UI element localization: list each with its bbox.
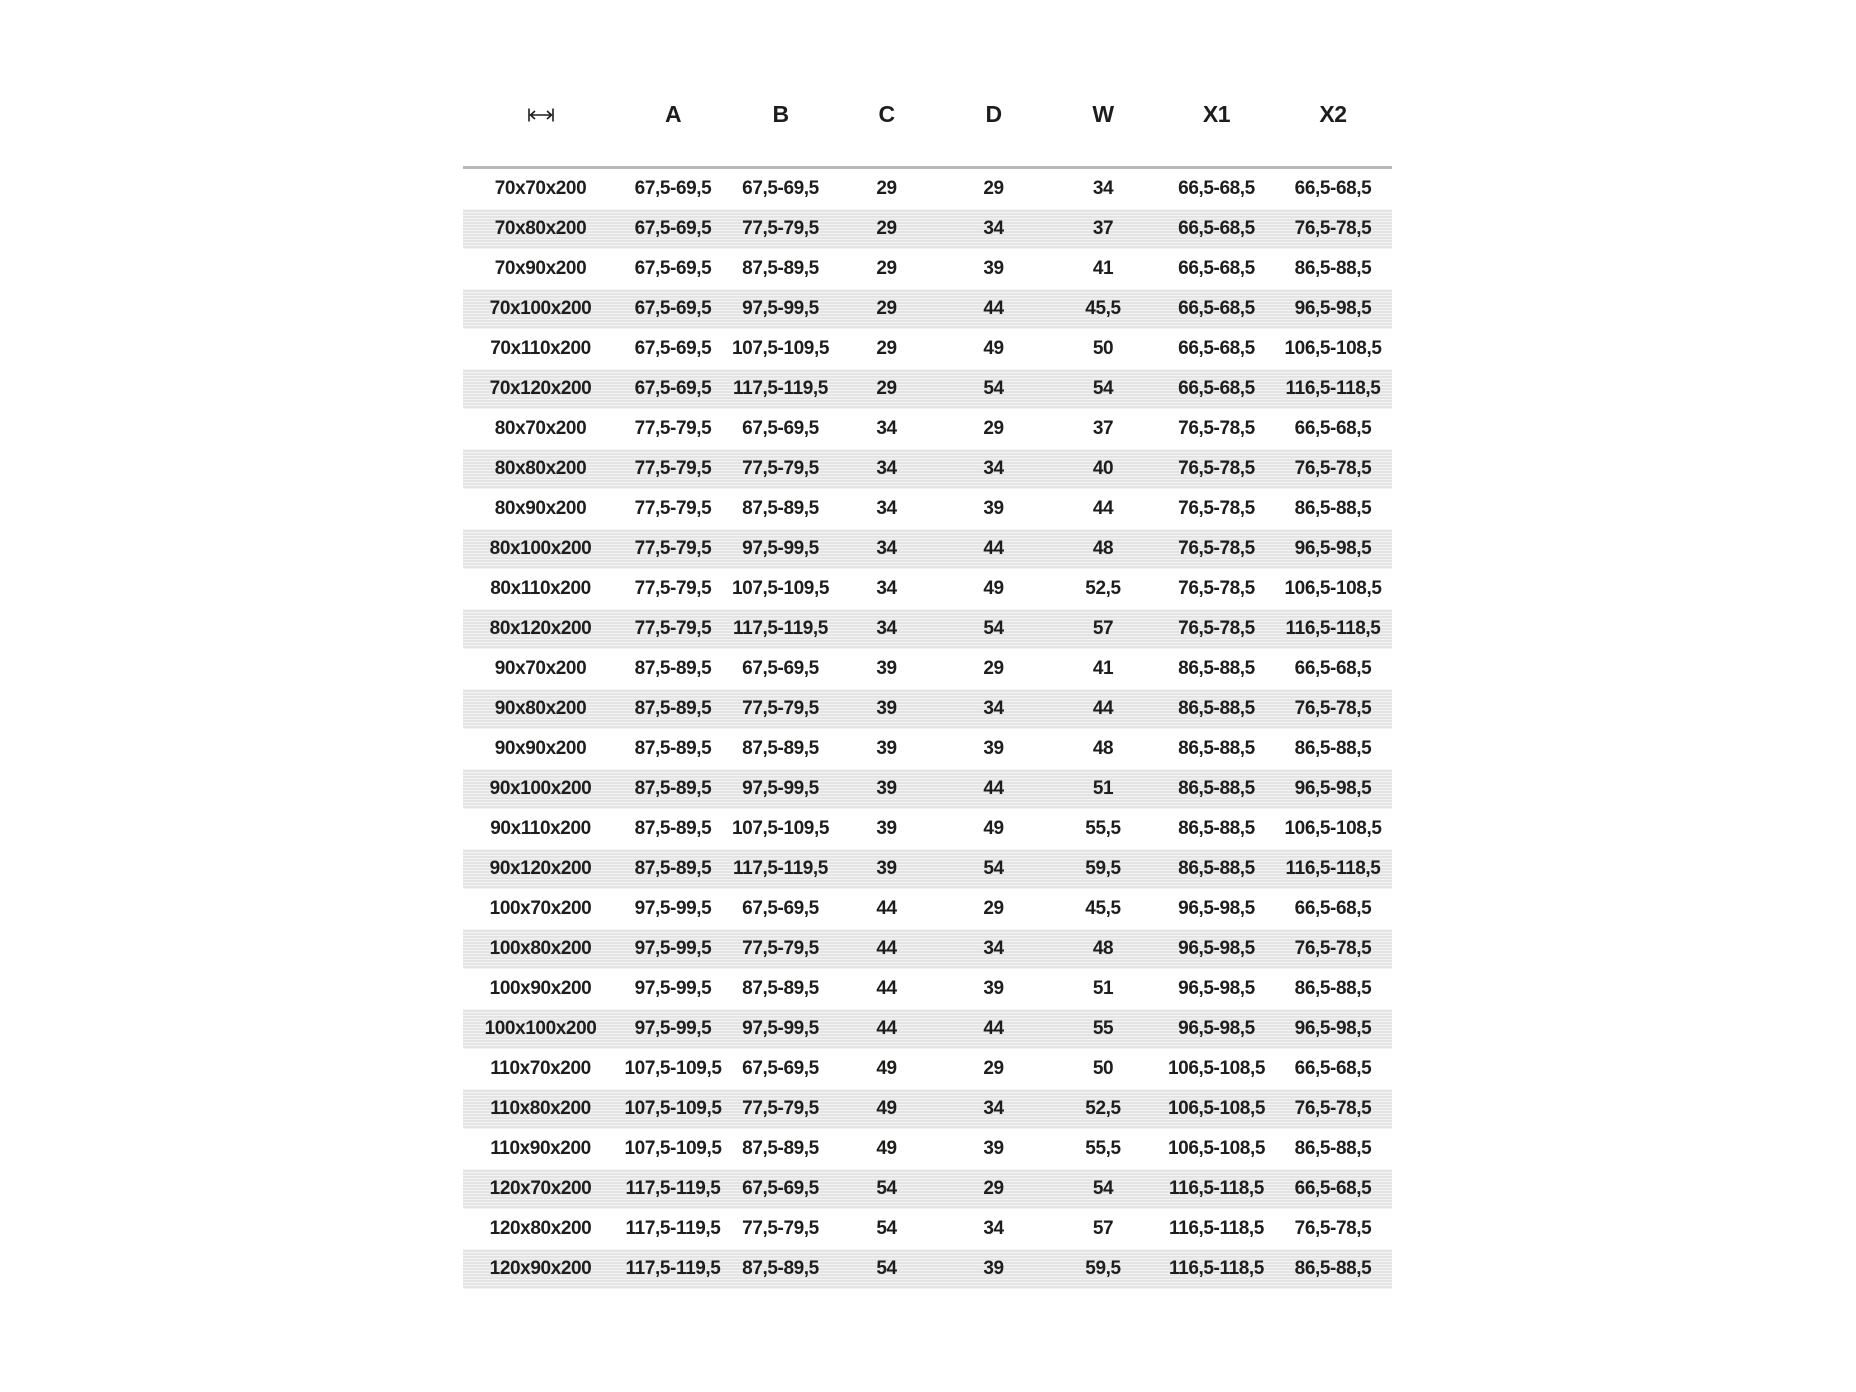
cell-b: 107,5-109,5: [731, 818, 830, 839]
table-row: [463, 1009, 1392, 1049]
cell-size: 100x100x200: [463, 1009, 618, 1049]
cell-c: 49: [876, 1058, 897, 1079]
cell-w: 37: [1047, 209, 1159, 249]
cell-b: 67,5-69,5: [742, 418, 819, 439]
cell-x2: 86,5-88,5: [1274, 1249, 1392, 1289]
cell-x1: 116,5-118,5: [1169, 1218, 1264, 1239]
cell-x1: 66,5-68,5: [1159, 209, 1274, 249]
cell-size: 90x110x200: [490, 818, 591, 839]
cell-c: 39: [833, 689, 940, 729]
cell-a: 97,5-99,5: [634, 898, 712, 919]
cell-w: 41: [1092, 258, 1114, 279]
size-column-header: [463, 95, 618, 168]
cell-x2: 116,5-118,5: [1274, 609, 1392, 649]
cell-a: 117,5-119,5: [618, 1169, 728, 1209]
cell-a: 107,5-109,5: [618, 1089, 728, 1129]
cell-b: 67,5-69,5: [742, 178, 819, 199]
cell-x1: 66,5-68,5: [1159, 289, 1274, 329]
cell-b: 77,5-79,5: [728, 209, 833, 249]
cell-d: 29: [983, 178, 1004, 199]
cell-c: 44: [833, 929, 940, 969]
cell-x2: 96,5-98,5: [1274, 289, 1392, 329]
table-row: [463, 849, 1392, 889]
cell-x2: 66,5-68,5: [1294, 178, 1372, 199]
cell-a: 117,5-119,5: [618, 1249, 728, 1289]
cell-x2: 86,5-88,5: [1294, 258, 1372, 279]
cell-c: 54: [833, 1169, 940, 1209]
cell-c: 44: [876, 978, 897, 999]
cell-a: 77,5-79,5: [634, 418, 712, 439]
table-body: [463, 168, 1392, 1290]
cell-x2: 106,5-108,5: [1284, 338, 1382, 359]
cell-b: 77,5-79,5: [728, 689, 833, 729]
cell-b: 117,5-119,5: [728, 849, 833, 889]
cell-b: 67,5-69,5: [728, 1169, 833, 1209]
cell-size: 100x80x200: [463, 929, 618, 969]
cell-x2: 66,5-68,5: [1294, 418, 1372, 439]
cell-a: 67,5-69,5: [618, 369, 728, 409]
cell-x1: 86,5-88,5: [1178, 658, 1255, 679]
cell-w: 44: [1092, 498, 1114, 519]
cell-d: 29: [983, 418, 1004, 439]
cell-d: 49: [983, 338, 1004, 359]
cell-c: 29: [833, 289, 940, 329]
table-row: [463, 449, 1392, 489]
cell-c: 54: [876, 1218, 897, 1239]
cell-d: 39: [983, 498, 1004, 519]
cell-c: 34: [833, 529, 940, 569]
table-row: [463, 289, 1392, 329]
cell-b: 67,5-69,5: [742, 898, 819, 919]
cell-x1: 76,5-78,5: [1159, 529, 1274, 569]
cell-x1: 76,5-78,5: [1159, 449, 1274, 489]
cell-b: 77,5-79,5: [728, 449, 833, 489]
table-row: [463, 489, 1392, 529]
cell-w: 48: [1047, 529, 1159, 569]
cell-d: 54: [940, 849, 1047, 889]
cell-size: 70x100x200: [463, 289, 618, 329]
cell-c: 29: [833, 209, 940, 249]
cell-size: 120x90x200: [463, 1249, 618, 1289]
cell-a: 67,5-69,5: [634, 178, 712, 199]
cell-d: 49: [983, 578, 1004, 599]
cell-d: 29: [983, 898, 1004, 919]
cell-size: 90x120x200: [463, 849, 618, 889]
table-row: [463, 329, 1392, 369]
cell-c: 49: [833, 1089, 940, 1129]
cell-x2: 96,5-98,5: [1274, 769, 1392, 809]
cell-x2: 76,5-78,5: [1274, 929, 1392, 969]
cell-c: 29: [876, 178, 897, 199]
cell-d: 34: [940, 689, 1047, 729]
cell-a: 87,5-89,5: [618, 769, 728, 809]
cell-w: 40: [1047, 449, 1159, 489]
cell-a: 87,5-89,5: [618, 849, 728, 889]
cell-a: 107,5-109,5: [624, 1138, 722, 1159]
cell-w: 41: [1092, 658, 1114, 679]
cell-x1: 86,5-88,5: [1159, 849, 1274, 889]
cell-w: 50: [1092, 1058, 1114, 1079]
cell-d: 39: [940, 1249, 1047, 1289]
dimensions-table: [463, 95, 1392, 1289]
cell-size: 100x70x200: [489, 898, 592, 919]
cell-x1: 66,5-68,5: [1178, 338, 1255, 359]
cell-x2: 86,5-88,5: [1294, 978, 1372, 999]
cell-x2: 76,5-78,5: [1274, 449, 1392, 489]
column-header-d: D: [940, 95, 1047, 168]
cell-x2: 106,5-108,5: [1284, 818, 1382, 839]
cell-c: 29: [833, 369, 940, 409]
cell-a: 77,5-79,5: [618, 449, 728, 489]
cell-b: 87,5-89,5: [742, 1138, 819, 1159]
cell-size: 90x70x200: [494, 658, 587, 679]
table-row: [463, 1089, 1392, 1129]
cell-size: 90x80x200: [463, 689, 618, 729]
cell-x2: 86,5-88,5: [1294, 498, 1372, 519]
cell-a: 97,5-99,5: [618, 929, 728, 969]
cell-size: 110x90x200: [490, 1138, 591, 1159]
cell-a: 117,5-119,5: [625, 1218, 721, 1239]
cell-d: 54: [940, 609, 1047, 649]
cell-w: 54: [1047, 1169, 1159, 1209]
cell-a: 77,5-79,5: [618, 529, 728, 569]
cell-x2: 76,5-78,5: [1294, 1218, 1372, 1239]
cell-b: 67,5-69,5: [742, 1058, 819, 1079]
cell-b: 87,5-89,5: [742, 738, 819, 759]
cell-size: 80x120x200: [463, 609, 618, 649]
cell-c: 39: [876, 658, 897, 679]
cell-size: 80x80x200: [463, 449, 618, 489]
cell-a: 77,5-79,5: [634, 498, 712, 519]
cell-d: 34: [940, 929, 1047, 969]
table-row: [463, 769, 1392, 809]
cell-w: 55: [1047, 1009, 1159, 1049]
cell-w: 45,5: [1085, 898, 1121, 919]
cell-a: 67,5-69,5: [618, 209, 728, 249]
cell-a: 67,5-69,5: [634, 258, 712, 279]
cell-c: 39: [876, 818, 897, 839]
cell-d: 39: [983, 738, 1004, 759]
cell-x2: 106,5-108,5: [1284, 578, 1382, 599]
cell-w: 54: [1047, 369, 1159, 409]
cell-b: 97,5-99,5: [728, 289, 833, 329]
cell-size: 80x100x200: [463, 529, 618, 569]
cell-d: 34: [983, 1218, 1004, 1239]
cell-d: 44: [940, 1009, 1047, 1049]
cell-size: 110x80x200: [463, 1089, 618, 1129]
cell-x2: 116,5-118,5: [1274, 369, 1392, 409]
column-header-c: C: [833, 95, 940, 168]
cell-c: 49: [876, 1138, 897, 1159]
cell-size: 120x70x200: [463, 1169, 618, 1209]
cell-size: 80x70x200: [494, 418, 587, 439]
table-row: [463, 1169, 1392, 1209]
cell-d: 29: [940, 1169, 1047, 1209]
cell-x2: 66,5-68,5: [1294, 1058, 1372, 1079]
cell-size: 70x110x200: [490, 338, 591, 359]
cell-x1: 86,5-88,5: [1159, 689, 1274, 729]
cell-w: 55,5: [1085, 818, 1121, 839]
cell-c: 39: [833, 769, 940, 809]
cell-a: 87,5-89,5: [634, 738, 712, 759]
cell-w: 50: [1092, 338, 1114, 359]
cell-w: 48: [1047, 929, 1159, 969]
cell-w: 55,5: [1085, 1138, 1121, 1159]
cell-d: 29: [983, 658, 1004, 679]
table-row: [463, 369, 1392, 409]
cell-w: 48: [1092, 738, 1114, 759]
cell-x1: 116,5-118,5: [1159, 1249, 1274, 1289]
cell-size: 80x90x200: [494, 498, 587, 519]
cell-w: 57: [1092, 1218, 1114, 1239]
cell-w: 34: [1092, 178, 1114, 199]
table-row: [463, 1129, 1392, 1169]
cell-x2: 66,5-68,5: [1294, 898, 1372, 919]
column-header-w: W: [1047, 95, 1159, 168]
cell-b: 67,5-69,5: [742, 658, 819, 679]
width-dimension-icon: [527, 107, 555, 123]
table-row: [463, 929, 1392, 969]
cell-size: 70x70x200: [494, 178, 587, 199]
cell-x1: 86,5-88,5: [1178, 818, 1255, 839]
cell-size: 100x90x200: [489, 978, 592, 999]
cell-a: 67,5-69,5: [634, 338, 712, 359]
cell-w: 52,5: [1085, 578, 1121, 599]
cell-c: 34: [876, 498, 897, 519]
cell-c: 34: [876, 418, 897, 439]
cell-x1: 76,5-78,5: [1178, 418, 1255, 439]
table-row: [463, 249, 1392, 289]
cell-b: 117,5-119,5: [728, 369, 833, 409]
cell-x2: 66,5-68,5: [1294, 658, 1372, 679]
cell-size: 110x70x200: [490, 1058, 591, 1079]
cell-a: 87,5-89,5: [634, 818, 712, 839]
cell-a: 97,5-99,5: [634, 978, 712, 999]
cell-b: 107,5-109,5: [731, 578, 830, 599]
cell-b: 77,5-79,5: [728, 929, 833, 969]
table-row: [463, 569, 1392, 609]
table-row: [463, 168, 1392, 210]
cell-w: 59,5: [1047, 849, 1159, 889]
cell-x2: 96,5-98,5: [1274, 1009, 1392, 1049]
cell-x2: 86,5-88,5: [1294, 738, 1372, 759]
cell-w: 51: [1047, 769, 1159, 809]
column-header-b: B: [728, 95, 833, 168]
cell-x2: 66,5-68,5: [1274, 1169, 1392, 1209]
cell-b: 87,5-89,5: [742, 978, 819, 999]
cell-b: 87,5-89,5: [728, 1249, 833, 1289]
table-row: [463, 889, 1392, 929]
table-row: [463, 1209, 1392, 1249]
cell-size: 70x90x200: [494, 258, 587, 279]
cell-d: 29: [983, 1058, 1004, 1079]
cell-x1: 96,5-98,5: [1178, 978, 1255, 999]
cell-a: 87,5-89,5: [634, 658, 712, 679]
column-header-a: A: [618, 95, 728, 168]
table-row: [463, 729, 1392, 769]
cell-b: 117,5-119,5: [728, 609, 833, 649]
table-row: [463, 689, 1392, 729]
cell-c: 39: [876, 738, 897, 759]
column-header-x1: X1: [1159, 95, 1274, 168]
cell-a: 77,5-79,5: [634, 578, 712, 599]
cell-x1: 106,5-108,5: [1159, 1089, 1274, 1129]
cell-b: 77,5-79,5: [742, 1218, 819, 1239]
cell-c: 44: [833, 1009, 940, 1049]
table-row: [463, 809, 1392, 849]
cell-x2: 76,5-78,5: [1274, 1089, 1392, 1129]
cell-c: 29: [876, 338, 897, 359]
cell-c: 29: [876, 258, 897, 279]
cell-c: 44: [876, 898, 897, 919]
cell-size: 80x110x200: [490, 578, 591, 599]
table-header-row: [463, 95, 1392, 168]
cell-x1: 66,5-68,5: [1159, 369, 1274, 409]
cell-a: 67,5-69,5: [618, 289, 728, 329]
cell-d: 44: [940, 769, 1047, 809]
cell-d: 34: [940, 209, 1047, 249]
cell-x2: 76,5-78,5: [1274, 689, 1392, 729]
cell-b: 97,5-99,5: [728, 1009, 833, 1049]
cell-x1: 86,5-88,5: [1178, 738, 1255, 759]
cell-x2: 76,5-78,5: [1274, 209, 1392, 249]
column-header-x2: X2: [1274, 95, 1392, 168]
cell-x1: 66,5-68,5: [1178, 178, 1255, 199]
cell-x1: 76,5-78,5: [1178, 578, 1255, 599]
cell-w: 44: [1047, 689, 1159, 729]
cell-w: 57: [1047, 609, 1159, 649]
table-row: [463, 209, 1392, 249]
cell-w: 52,5: [1047, 1089, 1159, 1129]
cell-x1: 76,5-78,5: [1159, 609, 1274, 649]
cell-x1: 66,5-68,5: [1178, 258, 1255, 279]
cell-x1: 106,5-108,5: [1167, 1138, 1266, 1159]
table-row: [463, 1249, 1392, 1289]
table-row: [463, 649, 1392, 689]
cell-x1: 86,5-88,5: [1159, 769, 1274, 809]
cell-size: 90x90x200: [494, 738, 587, 759]
table-row: [463, 609, 1392, 649]
table-row: [463, 969, 1392, 1009]
cell-b: 97,5-99,5: [728, 769, 833, 809]
cell-size: 120x80x200: [489, 1218, 592, 1239]
cell-c: 34: [833, 449, 940, 489]
cell-w: 37: [1092, 418, 1114, 439]
cell-c: 34: [833, 609, 940, 649]
cell-a: 97,5-99,5: [618, 1009, 728, 1049]
cell-d: 39: [983, 978, 1004, 999]
cell-x2: 116,5-118,5: [1274, 849, 1392, 889]
cell-d: 34: [940, 449, 1047, 489]
cell-d: 44: [940, 289, 1047, 329]
cell-d: 54: [940, 369, 1047, 409]
cell-x1: 96,5-98,5: [1178, 898, 1255, 919]
cell-x2: 96,5-98,5: [1274, 529, 1392, 569]
cell-d: 49: [983, 818, 1004, 839]
cell-x1: 96,5-98,5: [1159, 1009, 1274, 1049]
cell-x1: 116,5-118,5: [1159, 1169, 1274, 1209]
cell-b: 77,5-79,5: [728, 1089, 833, 1129]
cell-x1: 96,5-98,5: [1159, 929, 1274, 969]
cell-w: 59,5: [1047, 1249, 1159, 1289]
table-header: [463, 95, 1392, 168]
table-row: [463, 529, 1392, 569]
table-row: [463, 409, 1392, 449]
cell-size: 90x100x200: [463, 769, 618, 809]
cell-b: 107,5-109,5: [731, 338, 830, 359]
cell-b: 87,5-89,5: [742, 498, 819, 519]
cell-size: 70x120x200: [463, 369, 618, 409]
cell-c: 39: [833, 849, 940, 889]
cell-d: 39: [983, 1138, 1004, 1159]
cell-b: 97,5-99,5: [728, 529, 833, 569]
cell-a: 107,5-109,5: [624, 1058, 722, 1079]
table-row: [463, 1049, 1392, 1089]
cell-b: 87,5-89,5: [742, 258, 819, 279]
cell-x1: 106,5-108,5: [1167, 1058, 1266, 1079]
cell-w: 51: [1092, 978, 1114, 999]
cell-c: 54: [833, 1249, 940, 1289]
cell-size: 70x80x200: [463, 209, 618, 249]
cell-w: 45,5: [1047, 289, 1159, 329]
cell-d: 34: [940, 1089, 1047, 1129]
cell-a: 87,5-89,5: [618, 689, 728, 729]
cell-x1: 76,5-78,5: [1178, 498, 1255, 519]
cell-a: 77,5-79,5: [618, 609, 728, 649]
cell-d: 39: [983, 258, 1004, 279]
cell-d: 44: [940, 529, 1047, 569]
cell-x2: 86,5-88,5: [1294, 1138, 1372, 1159]
cell-c: 34: [876, 578, 897, 599]
